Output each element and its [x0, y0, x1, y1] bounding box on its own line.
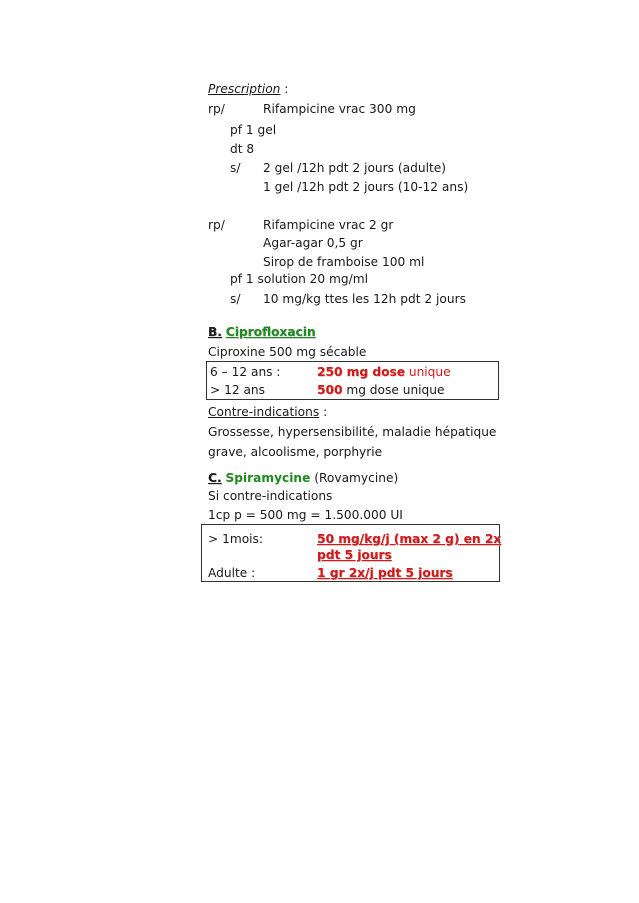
spira-row-age: Adulte : [208, 566, 256, 580]
rp1-label: rp/ [208, 102, 225, 116]
rp2-ingredient-agar: Agar-agar 0,5 gr [263, 236, 363, 250]
prescription-heading: Prescription : [208, 82, 289, 96]
spira-row-dose: 1 gr 2x/j pdt 5 jours [317, 566, 453, 580]
rp1-pf: pf 1 gel [230, 123, 277, 137]
cipro-contraindications-line: grave, alcoolisme, porphyrie [208, 445, 383, 459]
rp2-label: rp/ [208, 218, 225, 232]
rp1-drug: Rifampicine vrac 300 mg [263, 102, 416, 116]
cipro-contraindications-line: Grossesse, hypersensibilité, maladie hépatique [208, 425, 497, 439]
document-page [208, 0, 508, 903]
cipro-row-dose: 500 mg dose unique [317, 383, 445, 397]
spira-line: 1cp p = 500 mg = 1.500.000 UI [208, 508, 403, 522]
rp2-ingredient-sirop: Sirop de framboise 100 ml [263, 255, 425, 269]
rp2-pf: pf 1 solution 20 mg/ml [230, 272, 369, 286]
cipro-heading: B. Ciprofloxacin [208, 325, 316, 339]
spira-row-dose: 50 mg/kg/j (max 2 g) en 2x [317, 532, 502, 546]
rp2-s-line: 10 mg/kg ttes les 12h pdt 2 jours [263, 292, 466, 306]
cipro-row-age: > 12 ans [210, 383, 266, 397]
cipro-contraindications-label: Contre-indications : [208, 405, 328, 419]
cipro-subtitle: Ciproxine 500 mg sécable [208, 345, 367, 359]
rp1-s-line1: 2 gel /12h pdt 2 jours (adulte) [263, 161, 446, 175]
spira-heading: C. Spiramycine (Rovamycine) [208, 471, 399, 485]
spira-row-age: > 1mois: [208, 532, 264, 546]
rp1-dt: dt 8 [230, 142, 255, 156]
cipro-row-age: 6 – 12 ans : [210, 365, 281, 379]
rp1-s-line2: 1 gel /12h pdt 2 jours (10-12 ans) [263, 180, 469, 194]
spira-line: Si contre-indications [208, 489, 333, 503]
rp2-s-label: s/ [230, 292, 241, 306]
rp2-drug: Rifampicine vrac 2 gr [263, 218, 394, 232]
cipro-row-dose: 250 mg dose unique [317, 365, 451, 379]
rp1-s-label: s/ [230, 161, 241, 175]
spira-row-dose-cont: pdt 5 jours [317, 548, 392, 562]
